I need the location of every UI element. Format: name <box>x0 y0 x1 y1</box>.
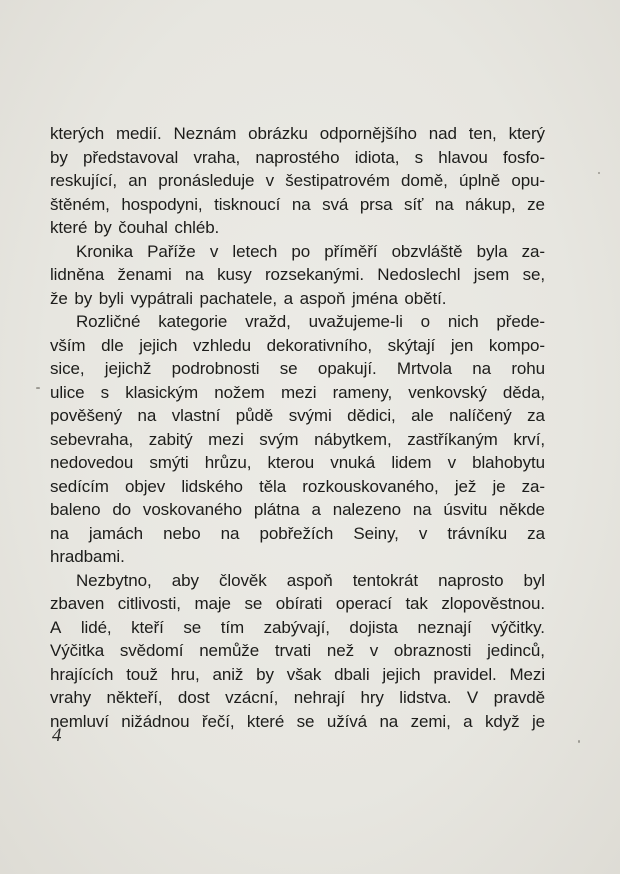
text-line: které by čouhal chléb. <box>50 218 220 237</box>
text-line: nedovedou smýti hrůzu, kterou vnuká lidem v blahobytu <box>50 453 545 472</box>
paragraph <box>50 122 545 240</box>
text-line: hrajících touž hru, aniž by však dbali jejich pravidel. Mezi <box>50 664 545 684</box>
text-line: Kronika Paříže v letech po příměří obzvláště byla za- <box>76 241 545 261</box>
text-line: že by byli vypátrali pachatele, a aspoň jména obětí. <box>50 288 447 308</box>
text-line: Rozličné kategorie vražd, uvažujeme-li o nich přede- <box>76 312 545 331</box>
text-line: pověšený na vlastní půdě svými dědici, ale nalíčený za <box>50 406 545 425</box>
paragraph <box>50 569 545 734</box>
page-number: 4 <box>52 725 62 746</box>
text-line: vrahy někteří, dost vzácní, nehrají hry lidstva. V pravdě <box>50 688 545 707</box>
text-line: kterých medií. Neznám obrázku odpornějšího nad ten, který <box>50 124 545 143</box>
text-line: vším dle jejich vzhledu dekorativního, skýtají jen kompo- <box>50 335 545 355</box>
text-line: Nezbytno, aby člověk aspoň tentokrát naprosto byl <box>76 570 545 590</box>
text-line: A lidé, kteří se tím zabývají, dojista neznají výčitky. <box>50 617 545 637</box>
text-line: sebevraha, zabitý mezi svým nábytkem, zastříkaným krví, <box>50 429 545 449</box>
text-line: na jamách nebo na pobřežích Seiny, v trávníku za <box>50 523 545 543</box>
text-line: hradbami. <box>50 547 125 566</box>
text-line: lidněna ženami na kusy rozsekanými. Nedoslechl jsem se, <box>50 265 545 284</box>
paragraph <box>50 310 545 569</box>
text-line: zbaven citlivosti, maje se obírati operací tak zlopověstnou. <box>50 594 545 613</box>
text-line: Výčitka svědomí nemůže trvati než v obraznosti jedinců, <box>50 641 545 660</box>
text-line: sedícím objev lidského těla rozkouskovaného, jež je za- <box>50 476 545 496</box>
text-line: sice, jejichž podrobnosti se opakují. Mrtvola na rohu <box>50 359 545 378</box>
text-line: štěném, hospodyni, tisknoucí na svá prsa síť na nákup, ze <box>50 194 545 214</box>
text-line: nemluví nižádnou řečí, které se užívá na zemi, a když je <box>50 711 545 731</box>
text-line: baleno do voskovaného plátna a nalezeno na úsvitu někde <box>50 500 545 519</box>
paper-speck <box>598 172 600 174</box>
body-text <box>50 122 545 733</box>
text-line: by představoval vraha, naprostého idiota, s hlavou fosfo- <box>50 147 545 167</box>
text-line: ulice s klasickým nožem mezi rameny, venkovský děda, <box>50 382 545 402</box>
text-line: reskující, an pronásleduje v šestipatrovém domě, úplně opu- <box>50 171 545 190</box>
paper-speck <box>36 387 40 389</box>
paragraph <box>50 240 545 311</box>
paper-speck <box>578 740 580 743</box>
